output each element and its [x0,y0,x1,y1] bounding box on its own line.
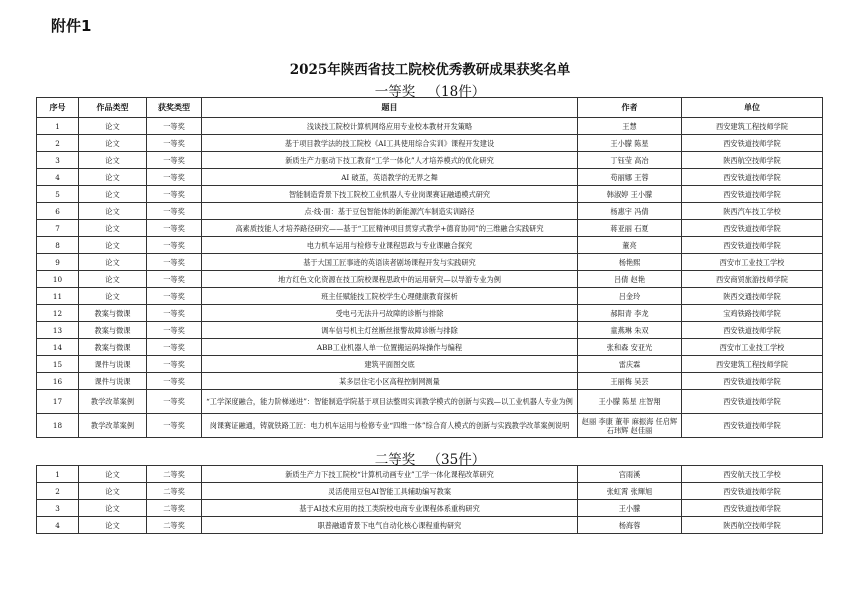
cell-author: 吕金玲 [578,288,682,305]
second-prize-title: 二等奖 [374,452,416,468]
cell-index: 6 [37,203,79,220]
cell-author: 王小朦 陈星 庄智翔 [578,390,682,414]
cell-work-type: 论文 [79,203,147,220]
cell-work-type: 教案与微课 [79,305,147,322]
cell-award-type: 二等奖 [147,483,202,500]
table-row [37,356,823,373]
cell-title: 职普融通背景下电气自动化核心课程重构研究 [202,517,578,534]
cell-work-type: 论文 [79,271,147,288]
cell-title: 浅谈技工院校计算机网络应用专业校本教材开发策略 [202,118,578,135]
cell-author: 张虹霄 张輝旭 [578,483,682,500]
cell-work-type: 论文 [79,483,147,500]
cell-unit: 西安铁道技师学院 [682,483,823,500]
cell-author: 郝阳青 李龙 [578,305,682,322]
cell-work-type: 论文 [79,220,147,237]
cell-index: 8 [37,237,79,254]
cell-award-type: 一等奖 [147,220,202,237]
cell-index: 5 [37,186,79,203]
table-row [37,305,823,322]
table-row [37,203,823,220]
table-row [37,271,823,288]
cell-title: 建筑平面图交底 [202,356,578,373]
table-row [37,390,823,414]
cell-title: 基于AI技术应用的技工类院校电商专业课程体系重构研究 [202,500,578,517]
cell-award-type: 一等奖 [147,254,202,271]
table-header-row [37,98,823,118]
cell-title: 智能制造背景下技工院校工业机器人专业岗课赛证融通模式研究 [202,186,578,203]
cell-index: 1 [37,466,79,483]
header-title: 题目 [202,98,578,118]
table-row [37,220,823,237]
cell-unit: 西安铁道技师学院 [682,500,823,517]
cell-award-type: 一等奖 [147,322,202,339]
cell-work-type: 教案与微课 [79,322,147,339]
cell-work-type: 论文 [79,186,147,203]
cell-index: 1 [37,118,79,135]
cell-award-type: 二等奖 [147,517,202,534]
cell-award-type: 二等奖 [147,466,202,483]
first-prize-title: 一等奖 [374,84,416,100]
cell-award-type: 一等奖 [147,390,202,414]
cell-award-type: 一等奖 [147,152,202,169]
cell-index: 15 [37,356,79,373]
cell-award-type: 一等奖 [147,271,202,288]
cell-author: 王丽梅 吴芸 [578,373,682,390]
cell-author: 董亮 [578,237,682,254]
table-row [37,466,823,483]
table-row [37,237,823,254]
cell-unit: 西安建筑工程技师学院 [682,118,823,135]
cell-author: 苟丽娜 王蓉 [578,169,682,186]
cell-title: “工学深度融合，能力阶梯递进”：智能制造学院基于项目法整周实训教学模式的创新与实践—以工业机器人专业为例 [202,390,578,414]
cell-index: 2 [37,483,79,500]
cell-index: 16 [37,373,79,390]
cell-title: 点·线·面：基于豆包智能体的新能源汽车制造实训路径 [202,203,578,220]
cell-award-type: 一等奖 [147,118,202,135]
table-row [37,169,823,186]
cell-award-type: 一等奖 [147,288,202,305]
cell-award-type: 一等奖 [147,237,202,254]
table-row [37,500,823,517]
cell-work-type: 论文 [79,517,147,534]
cell-title: 受电弓无法升弓故障的诊断与排除 [202,305,578,322]
cell-index: 12 [37,305,79,322]
cell-work-type: 论文 [79,169,147,186]
first-prize-count: （18件） [427,84,486,100]
cell-unit: 西安铁道技师学院 [682,322,823,339]
cell-index: 17 [37,390,79,414]
cell-index: 4 [37,169,79,186]
cell-title: 基于大国工匠事迹的英语读者剧场课程开发与实践研究 [202,254,578,271]
header-author: 作者 [578,98,682,118]
cell-unit: 西安铁道技师学院 [682,373,823,390]
cell-author: 蒋亚丽 石夏 [578,220,682,237]
cell-author: 童燕琳 朱双 [578,322,682,339]
cell-index: 11 [37,288,79,305]
cell-award-type: 二等奖 [147,500,202,517]
cell-title: 岗课赛证融通，铸就铁路工匠：电力机车运用与检修专业“四维一体”综合育人模式的创新与实践教学改革案例说明 [202,414,578,438]
cell-work-type: 论文 [79,288,147,305]
cell-index: 18 [37,414,79,438]
cell-work-type: 论文 [79,152,147,169]
table-row [37,254,823,271]
cell-work-type: 论文 [79,466,147,483]
cell-award-type: 一等奖 [147,203,202,220]
cell-index: 3 [37,500,79,517]
cell-title: AI 破茧，英语教学的无界之舞 [202,169,578,186]
cell-work-type: 论文 [79,135,147,152]
cell-author: 杨海蓉 [578,517,682,534]
cell-unit: 陕西航空技师学院 [682,152,823,169]
header-award-type: 获奖类型 [147,98,202,118]
table-row [37,483,823,500]
cell-unit: 西安铁道技师学院 [682,135,823,152]
cell-work-type: 教学改革案例 [79,414,147,438]
cell-award-type: 一等奖 [147,373,202,390]
cell-award-type: 一等奖 [147,186,202,203]
cell-author: 王小朦 陈星 [578,135,682,152]
table-row [37,322,823,339]
cell-award-type: 一等奖 [147,356,202,373]
cell-unit: 宝鸡铁路技师学院 [682,305,823,322]
cell-award-type: 一等奖 [147,135,202,152]
cell-work-type: 论文 [79,254,147,271]
cell-unit: 陕西交通技师学院 [682,288,823,305]
table-row [37,414,823,438]
table-row [37,118,823,135]
cell-unit: 西安铁道技师学院 [682,220,823,237]
cell-author: 宫雨溪 [578,466,682,483]
cell-work-type: 论文 [79,118,147,135]
header-unit: 单位 [682,98,823,118]
cell-author: 赵丽 李康 董菲 麻振海 任启辉 石玮辉 赵佳丽 [578,414,682,438]
cell-title: 调车信号机主灯丝断丝报警故障诊断与排除 [202,322,578,339]
table-row [37,135,823,152]
cell-title: 灵活使用豆包AI智能工具辅助编写教案 [202,483,578,500]
first-prize-table [36,97,823,438]
table-row [37,373,823,390]
cell-work-type: 课件与说课 [79,373,147,390]
cell-unit: 西安市工业技工学校 [682,254,823,271]
cell-index: 13 [37,322,79,339]
cell-index: 10 [37,271,79,288]
table-row [37,339,823,356]
second-prize-table [36,465,823,534]
cell-work-type: 教学改革案例 [79,390,147,414]
cell-author: 雷庆霖 [578,356,682,373]
cell-title: ABB工业机器人单一位置搬运码垛操作与编程 [202,339,578,356]
attachment-label: 附件1 [51,17,92,35]
cell-title: 某多层住宅小区高程控制网测量 [202,373,578,390]
cell-unit: 西安航天技工学校 [682,466,823,483]
cell-title: 电力机车运用与检修专业课程思政与专业课融合探究 [202,237,578,254]
cell-unit: 陕西航空技师学院 [682,517,823,534]
cell-unit: 西安铁道技师学院 [682,414,823,438]
cell-author: 王小朦 [578,500,682,517]
cell-author: 杨艳熙 [578,254,682,271]
cell-author: 丁钰莹 高冶 [578,152,682,169]
cell-unit: 西安铁道技师学院 [682,237,823,254]
cell-unit: 西安铁道技师学院 [682,169,823,186]
cell-unit: 西安铁道技师学院 [682,390,823,414]
cell-author: 王慧 [578,118,682,135]
table-row [37,152,823,169]
cell-title: 新质生产力下技工院校“计算机动画专业”工学一体化课程改革研究 [202,466,578,483]
cell-title: 地方红色文化资源在技工院校课程思政中的运用研究—以导游专业为例 [202,271,578,288]
cell-author: 杨惠宇 冯倩 [578,203,682,220]
cell-index: 9 [37,254,79,271]
cell-title: 新质生产力驱动下技工教育“工学一体化”人才培养模式的优化研究 [202,152,578,169]
second-prize-count: （35件） [427,452,486,468]
cell-unit: 西安铁道技师学院 [682,186,823,203]
cell-unit: 西安市工业技工学校 [682,339,823,356]
cell-award-type: 一等奖 [147,339,202,356]
cell-title: 高素质技能人才培养路径研究——基于“工匠精神项目贯穿式教学+德育协同”的三维融合实践研究 [202,220,578,237]
cell-unit: 陕西汽车技工学校 [682,203,823,220]
cell-title: 基于项目教学法的技工院校《AI工具使用综合实训》课程开发建设 [202,135,578,152]
cell-award-type: 一等奖 [147,169,202,186]
table-row [37,186,823,203]
cell-work-type: 教案与微课 [79,339,147,356]
document-title: 2025年陕西省技工院校优秀教研成果获奖名单 [289,62,571,78]
header-work-type: 作品类型 [79,98,147,118]
cell-author: 张和森 安亚光 [578,339,682,356]
cell-index: 3 [37,152,79,169]
cell-award-type: 一等奖 [147,305,202,322]
cell-unit: 西安建筑工程技师学院 [682,356,823,373]
cell-work-type: 课件与说课 [79,356,147,373]
cell-award-type: 一等奖 [147,414,202,438]
cell-author: 吕倩 赵艳 [578,271,682,288]
table-row [37,517,823,534]
cell-work-type: 论文 [79,237,147,254]
cell-index: 2 [37,135,79,152]
cell-index: 14 [37,339,79,356]
cell-unit: 西安商贸旅游技师学院 [682,271,823,288]
cell-author: 韩淑婷 王小朦 [578,186,682,203]
table-row [37,288,823,305]
cell-work-type: 论文 [79,500,147,517]
cell-title: 班主任赋能技工院校学生心理健康教育探析 [202,288,578,305]
header-index: 序号 [37,98,79,118]
cell-index: 7 [37,220,79,237]
cell-index: 4 [37,517,79,534]
